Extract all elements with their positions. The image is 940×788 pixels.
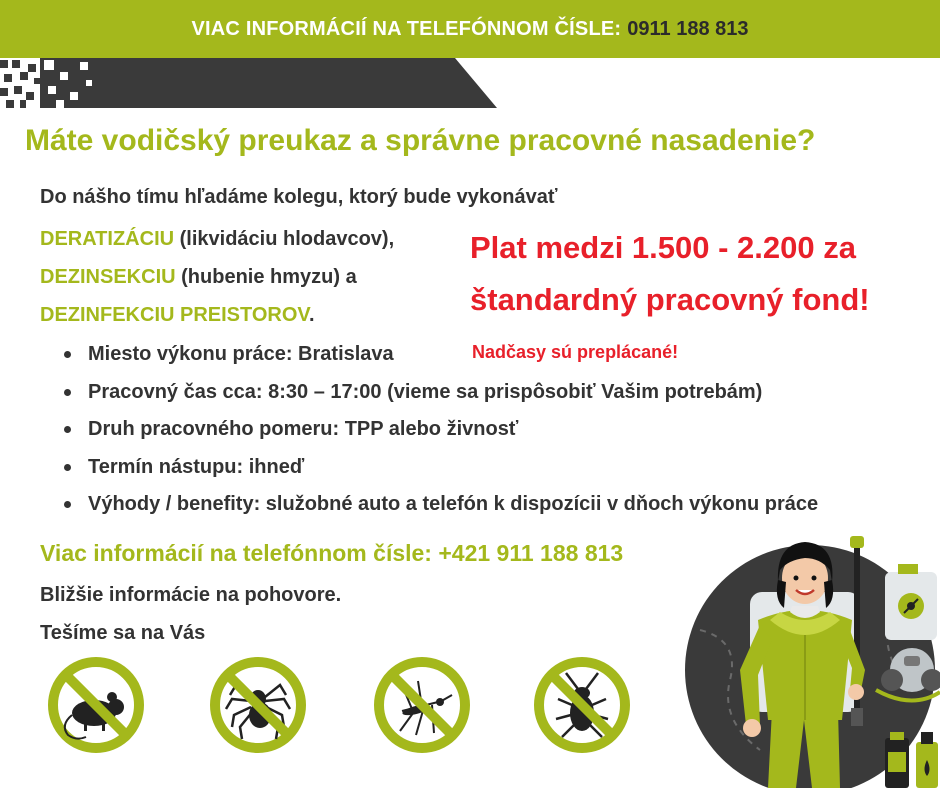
list-item: Druh pracovného pomeru: TPP alebo živnosť <box>62 415 818 453</box>
service-disinsection: DEZINSEKCIU <box>40 266 176 288</box>
page-headline: Máte vodičský preukaz a správne pracovné nasadenie? <box>25 124 816 157</box>
intro-line-2 <box>40 228 394 251</box>
salary-line-2: štandardný pracovný fond! <box>470 282 870 317</box>
service-disinfection: DEZINFEKCIU PREISTOROV <box>40 304 309 326</box>
contact-phone[interactable]: Viac informácií na telefónnom čísle: +421 911 188 813 <box>40 540 624 566</box>
list-item: Termín nástupu: ihneď <box>62 453 818 491</box>
bullet-icon <box>64 351 71 358</box>
bullet-icon <box>64 501 71 508</box>
bullet-icon <box>64 464 71 471</box>
no-cockroach-icon <box>532 655 632 755</box>
intro-line-4-end: . <box>308 304 315 326</box>
salary-line-1: Plat medzi 1.500 - 2.200 za <box>470 230 856 265</box>
header-phone[interactable]: 0911 188 813 <box>627 17 749 40</box>
pest-control-worker-illustration <box>680 520 940 788</box>
closing-line-2: Tešíme sa na Vás <box>40 622 206 644</box>
header-text: VIAC INFORMÁCIÍ NA TELEFÓNNOM ČÍSLE: <box>191 17 622 40</box>
service-disinsection-desc: (hubenie hmyzu) a <box>175 266 357 288</box>
job-details-list <box>62 340 818 528</box>
bullet-icon <box>64 426 71 433</box>
intro-line-1: Do nášho tímu hľadáme kolegu, ktorý bude vykonávať <box>40 186 558 208</box>
list-item: Pracovný čas cca: 8:30 – 17:00 (vieme sa prispôsobiť Vašim potrebám) <box>62 378 818 416</box>
service-deratization: DERATIZÁCIU <box>40 228 175 250</box>
bullet-icon <box>64 389 71 396</box>
no-mosquito-icon <box>372 655 472 755</box>
list-item: Miesto výkonu práce: Bratislava <box>62 340 818 378</box>
service-deratization-desc: (likvidáciu hlodavcov), <box>174 228 395 250</box>
no-spider-icon <box>208 655 308 755</box>
header-bar <box>0 0 940 58</box>
overtime-note: Nadčasy sú preplácané! <box>472 342 679 362</box>
intro-line-3 <box>40 266 357 289</box>
no-rat-icon <box>46 655 146 755</box>
intro-line-4 <box>40 304 315 327</box>
decorative-strip <box>0 58 940 108</box>
list-item: Výhody / benefity: služobné auto a telefón k dispozícii v dňoch výkonu práce <box>62 490 818 528</box>
closing-line-1: Bližšie informácie na pohovore. <box>40 584 342 606</box>
